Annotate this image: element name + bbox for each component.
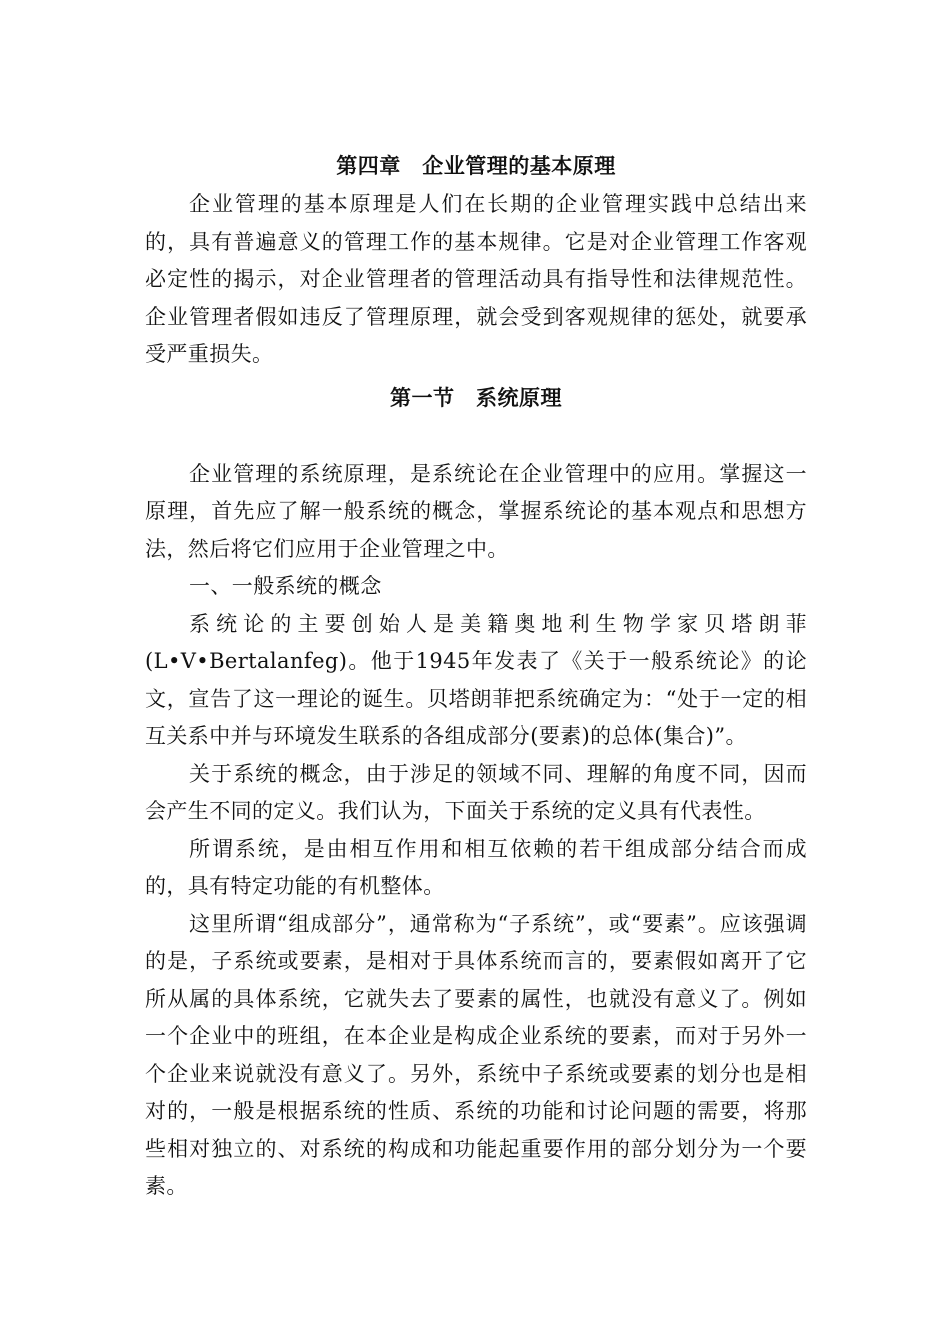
document-body [145,148,807,1206]
body-paragraph-founder: 系统论的主要创始人是美籍奥地利生物学家贝塔朗菲(L•V•Bertalanfeg)。他于1945年发表了《关于一般系统论》的论文，宣告了这一理论的诞生。贝塔朗菲把系统确定为：“处于一定的相互关系中并与环境发生联系的各组成部分(要素)的总体(集合)”。 [145,611,807,748]
intro-paragraph: 企业管理的基本原理是人们在长期的企业管理实践中总结出来的，具有普遍意义的管理工作的基本规律。它是对企业管理工作客观必定性的揭示，对企业管理者的管理活动具有指导性和法律规范性。企业管理者假如违反了管理原理，就会受到客观规律的惩处，就要承受严重损失。 [145,192,807,366]
subheading: 一、一般系统的概念 [189,574,382,598]
chapter-title: 第四章 企业管理的基本原理 [336,153,616,178]
section-paragraph: 企业管理的系统原理，是系统论在企业管理中的应用。掌握这一原理，首先应了解一般系统的概念，掌握系统论的基本观点和思想方法，然后将它们应用于企业管理之中。 [145,461,807,561]
body-paragraph-definitions: 关于系统的概念，由于涉足的领域不同、理解的角度不同，因而会产生不同的定义。我们认为，下面关于系统的定义具有代表性。 [145,761,807,823]
body-paragraph-system-definition: 所谓系统，是由相互作用和相互依赖的若干组成部分结合而成的，具有特定功能的有机整体。 [145,836,807,898]
body-paragraph-components: 这里所谓“组成部分”，通常称为“子系统”，或“要素”。应该强调的是，子系统或要素，是相对于具体系统而言的，要素假如离开了它所从属的具体系统，它就失去了要素的属性，也就没有意义了。例如一个企业中的班组，在本企业是构成企业系统的要素，而对于另外一个企业来说就没有意义了。另外，系统中子系统或要素的划分也是相对的，一般是根据系统的性质、系统的功能和讨论问题的需要，将那些相对独立的、对系统的构成和功能起重要作用的部分划分为一个要素。 [145,911,807,1198]
section-title: 第一节 系统原理 [390,384,562,410]
